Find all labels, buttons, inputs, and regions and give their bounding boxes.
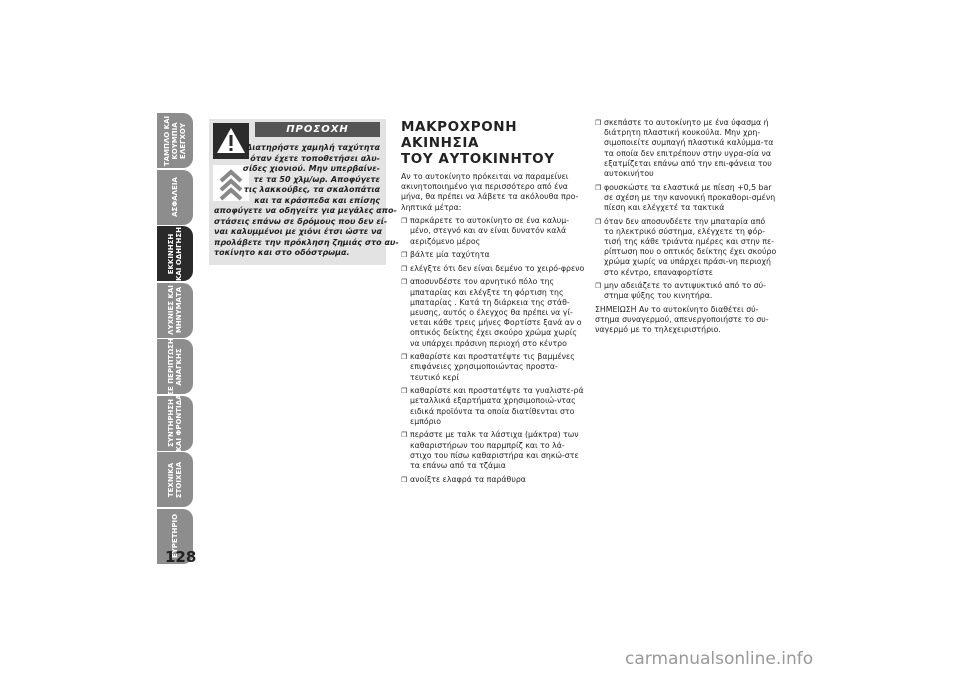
tab-index[interactable]: ΕΥΡΕΤΗΡΙΟ (157, 509, 193, 564)
warning-line: τε τα 50 χλμ/ωρ. Αποφύγετε (253, 174, 380, 184)
warning-line: και τα κράσπεδα και επίσης (254, 195, 380, 205)
warning-box (209, 119, 399, 265)
list-item: ❐ αποσυνδέστε τον αρνητικό πόλο της μπαταρίας και ελέγξτε τη φόρτιση της μπαταρίας . Κατά τη διάρκεια της στάθ-μευσης, αυτός ο έλεγχος θα πρέπει να γί-νεται κάθε τρεις μήνες Φορτίστε ξανά αν ο οπτικός δείκτης έχει σκούρο χρώμα χωρίς να υπάρχει πράσινη περιοχή στο κέντρο (401, 277, 585, 348)
list-item: ❐ μην αδειάζετε το αντιψυκτικό από το σύ-στημα ψύξης του κινητήρα. (595, 281, 777, 301)
warning-line: Διατηρήστε χαμηλή ταχύτητα (246, 143, 380, 152)
list-item: ❐ σκεπάστε το αυτοκίνητο με ένα ύφασμα ή διάτρητη πλαστική κουκούλα. Μην χρη-σιμοποιείτε συμπαγή πλαστικά καλύμμα-τα τα οποία δεν επιτρέπουν στην υγρα-σία να εξατμίζεται επάνω από την επι-φάνεια του αυτοκινήτου (595, 118, 777, 179)
tab-maintenance[interactable]: ΣΥΝΤΗΡΗΣΗ ΚΑΙ ΦΡΟΝΤΙΔΑ (157, 396, 193, 451)
list-item: ❐ καθαρίστε και προστατέψτε τα γυαλιστε-ρά μεταλλικά εξαρτήματα χρησιμοποιώ-ντας ειδικά προϊόντα τα οποία διατίθενται στο εμπόριο (401, 386, 585, 427)
warning-line: τις λακκούβες, τα σκαλοπάτια (243, 185, 380, 194)
intro-text: Αν το αυτοκίνητο πρόκειται να παραμείνει ακινητοποιημένο για περισσότερο από ένα μήνα, θα πρέπει να λάβετε τα ακόλουθα προ-ληπτικά μέτρα: (401, 172, 579, 212)
tab-dashboard[interactable]: ΤΑΜΠΛΟ ΚΑΙ ΚΟΥΜΠΙΑ ΕΛΕΓΧΟΥ (157, 113, 193, 168)
warning-line: σίδες χιονιού. Μην υπερβαίνε- (242, 164, 380, 173)
tab-safety[interactable]: ΑΣΦΑΛΕΙΑ (157, 170, 193, 225)
warning-line: τοκίνητο και στο οδόστρωμα. (214, 248, 350, 257)
list-item: ❐ ελέγξτε ότι δεν είναι δεμένο το χειρό-φρενο (401, 264, 585, 274)
note-text: ΣΗΜΕΙΩΣΗ Αν το αυτοκίνητο διαθέτει σύ-στημα συναγερμού, απενεργοποιήστε το συ-ναγερμό με το τηλεχειριστήριο. (595, 305, 769, 335)
section-title: ΜΑΚΡΟΧΡΟΝΗ ΑΚΙΝΗΣΙΑ ΤΟΥ ΑΥΤΟΚΙΝΗΤΟΥ (401, 119, 555, 167)
tab-starting-driving[interactable]: ΕΚΚΙΝΗΣΗ ΚΑΙ ΟΔΗΓΗΣΗ (157, 226, 193, 281)
warning-triangle-icon (213, 123, 249, 159)
warning-line: στάσεις επάνω σε δρόμους που δεν εί- (214, 216, 388, 226)
page-number: 128 (165, 548, 197, 566)
warning-heading: ΠΡΟΣΟΧΗ (255, 122, 380, 137)
list-item: ❐ καθαρίστε και προστατέψτε τις βαμμένες επιφάνειες χρησιμοποιώντας προστα-τευτικό κερί (401, 352, 585, 383)
warning-line: αποφύγετε να οδηγείτε για μεγάλες απο- (214, 206, 397, 215)
warning-line: όταν έχετε τοποθετήσει αλυ- (250, 153, 380, 163)
tab-technical-data[interactable]: ΤΕΧΝΙΚΑ ΣΤΟΙΧΕΙΑ (157, 452, 193, 507)
list-item: ❐ φουσκώστε τα ελαστικά με πίεση +0,5 bar σε σχέση με την κανονική προκαθορι-σμένη πίεση και ελέγχετέ τα τακτικά (595, 183, 777, 214)
right-column (595, 118, 777, 336)
list-item: ❐ παρκάρετε το αυτοκίνητο σε ένα καλυμ-μένο, στεγνό και αν είναι δυνατόν καλά αεριζόμενο μέρος (401, 216, 585, 247)
warning-line: προλάβετε την πρόκληση ζημιάς στο αυ- (214, 237, 399, 247)
watermark: carmanualsonline.info (625, 649, 814, 669)
list-item: ❐ βάλτε μία ταχύτητα (401, 250, 585, 260)
list-item: ❐ όταν δεν αποσυνδέετε την μπαταρία από το ηλεκτρικό σύστημα, ελέγχετε τη φόρ-τισή της κάθε τριάντα ημέρες και στην πε-ρίπτωση που ο οπτικός δείκτης έχει σκούρο χρώμα χωρίς να υπάρχει πράσι-νη περιοχή στο κέντρο, επαναφορτίστε (595, 217, 777, 278)
tab-emergency[interactable]: ΣΕ ΠΕΡΙΠΤΩΣΗ ΑΝΑΓΚΗΣ (157, 339, 193, 394)
warning-line: ναι καλυμμένοι με χιόνι έτσι ώστε να (214, 227, 382, 236)
section-tabs (157, 113, 193, 565)
list-item: ❐ ανοίξτε ελαφρά τα παράθυρα (401, 475, 585, 485)
tab-warning-lights[interactable]: ΛΥΧΝΙΕΣ ΚΑΙ ΜΗΝΥΜΑΤΑ (157, 283, 193, 338)
left-column (401, 172, 585, 485)
list-item: ❐ περάστε με ταλκ τα λάστιχα (μάκτρα) των καθαριστήρων του παρμπρίζ και το λά-στιχο του πίσω καθαριστήρα και σηκώ-στε τα επάνω από τα τζάμια (401, 430, 585, 471)
